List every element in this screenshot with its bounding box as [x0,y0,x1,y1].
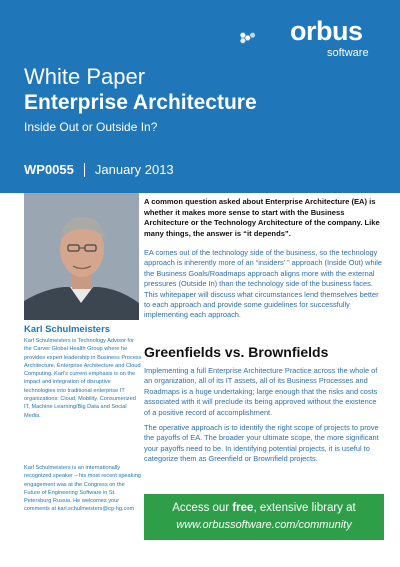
document-date: January 2013 [94,162,174,177]
article-paragraph: The operative approach is to identify the right scope of projects to prove the payoffs of EA. The broader your ultimate scope, the more significant your payoffs need to be. In identifying potential projects, it is useful to categorize them as Greenfield or Brownfield projects. [144,423,379,464]
document-code: WP0055 [24,162,74,177]
logo-wordmark: orbus [290,16,363,46]
community-link[interactable]: www.orbussoftware.com/community [176,519,352,531]
document-subtitle: Inside Out or Outside In? [24,120,158,134]
article-paragraph: EA comes out of the technology side of the business, so the technology approach is inherently more of an “insiders’ ” approach (Inside Out) while the Business Goals/Roadmaps approach aligns more with the external pressures (Outside In) than the technology side of the business faces. This whitepaper will discuss what circumstances lend themselves better to each approach and provide some guidelines for successfully implementing each approach. [144,248,382,320]
author-bio: Karl Schulmeisters is Technology Advisor for the Carver Global Health Group where he provides expert leadership in Business Process Architecture, Enterprise Architecture and Cloud Computing. Karl's current emphasis is on the impact and integration of disruptive technologies into traditional enterprise IT organizations: Cloud, Mobility, Consumerized IT, Machine Learning/Big Data and Social Media. [24,338,142,419]
author-photo [24,193,139,320]
section-heading: Greenfields vs. Brownfields [144,344,329,360]
orbus-logo-icon [238,22,290,56]
meta-divider [84,163,85,177]
logo-subtitle: software [327,47,369,59]
cta-text [144,502,384,514]
cta-free: free [232,502,254,514]
community-library-banner[interactable] [144,494,384,540]
cta-suffix: , extensive library at [253,502,356,514]
document-kicker: White Paper [24,64,146,89]
author-name: Karl Schulmeisters [24,324,111,335]
cta-prefix: Access our [172,502,233,514]
document-meta [24,162,174,177]
author-contact-bio: Karl Schulmeisters is an internationally recognized speaker – his most recent speaking engagement was at the Congress on the Future of Engineering Software in St. Petersburg Russia. He welcomes your comments at karl.schulmeisters@cg-hg.com [24,465,141,513]
document-title: Enterprise Architecture [24,91,257,114]
author-portrait-icon [24,193,139,320]
article-lead: A common question asked about Enterprise Architecture (EA) is whether it makes more sense to start with the Business Architecture or the Technology Architecture of the company. Like many things, the answer is “it depends”. [144,197,380,238]
article-paragraph: Implementing a full Enterprise Architecture Practice across the whole of an organization, all of its IT assets, all of its Business Processes and Roadmaps is a huge undertaking; large enough that the risks and costs associated with it will preclude its being approved without the existence of a positive record of accomplishment. [144,366,378,417]
